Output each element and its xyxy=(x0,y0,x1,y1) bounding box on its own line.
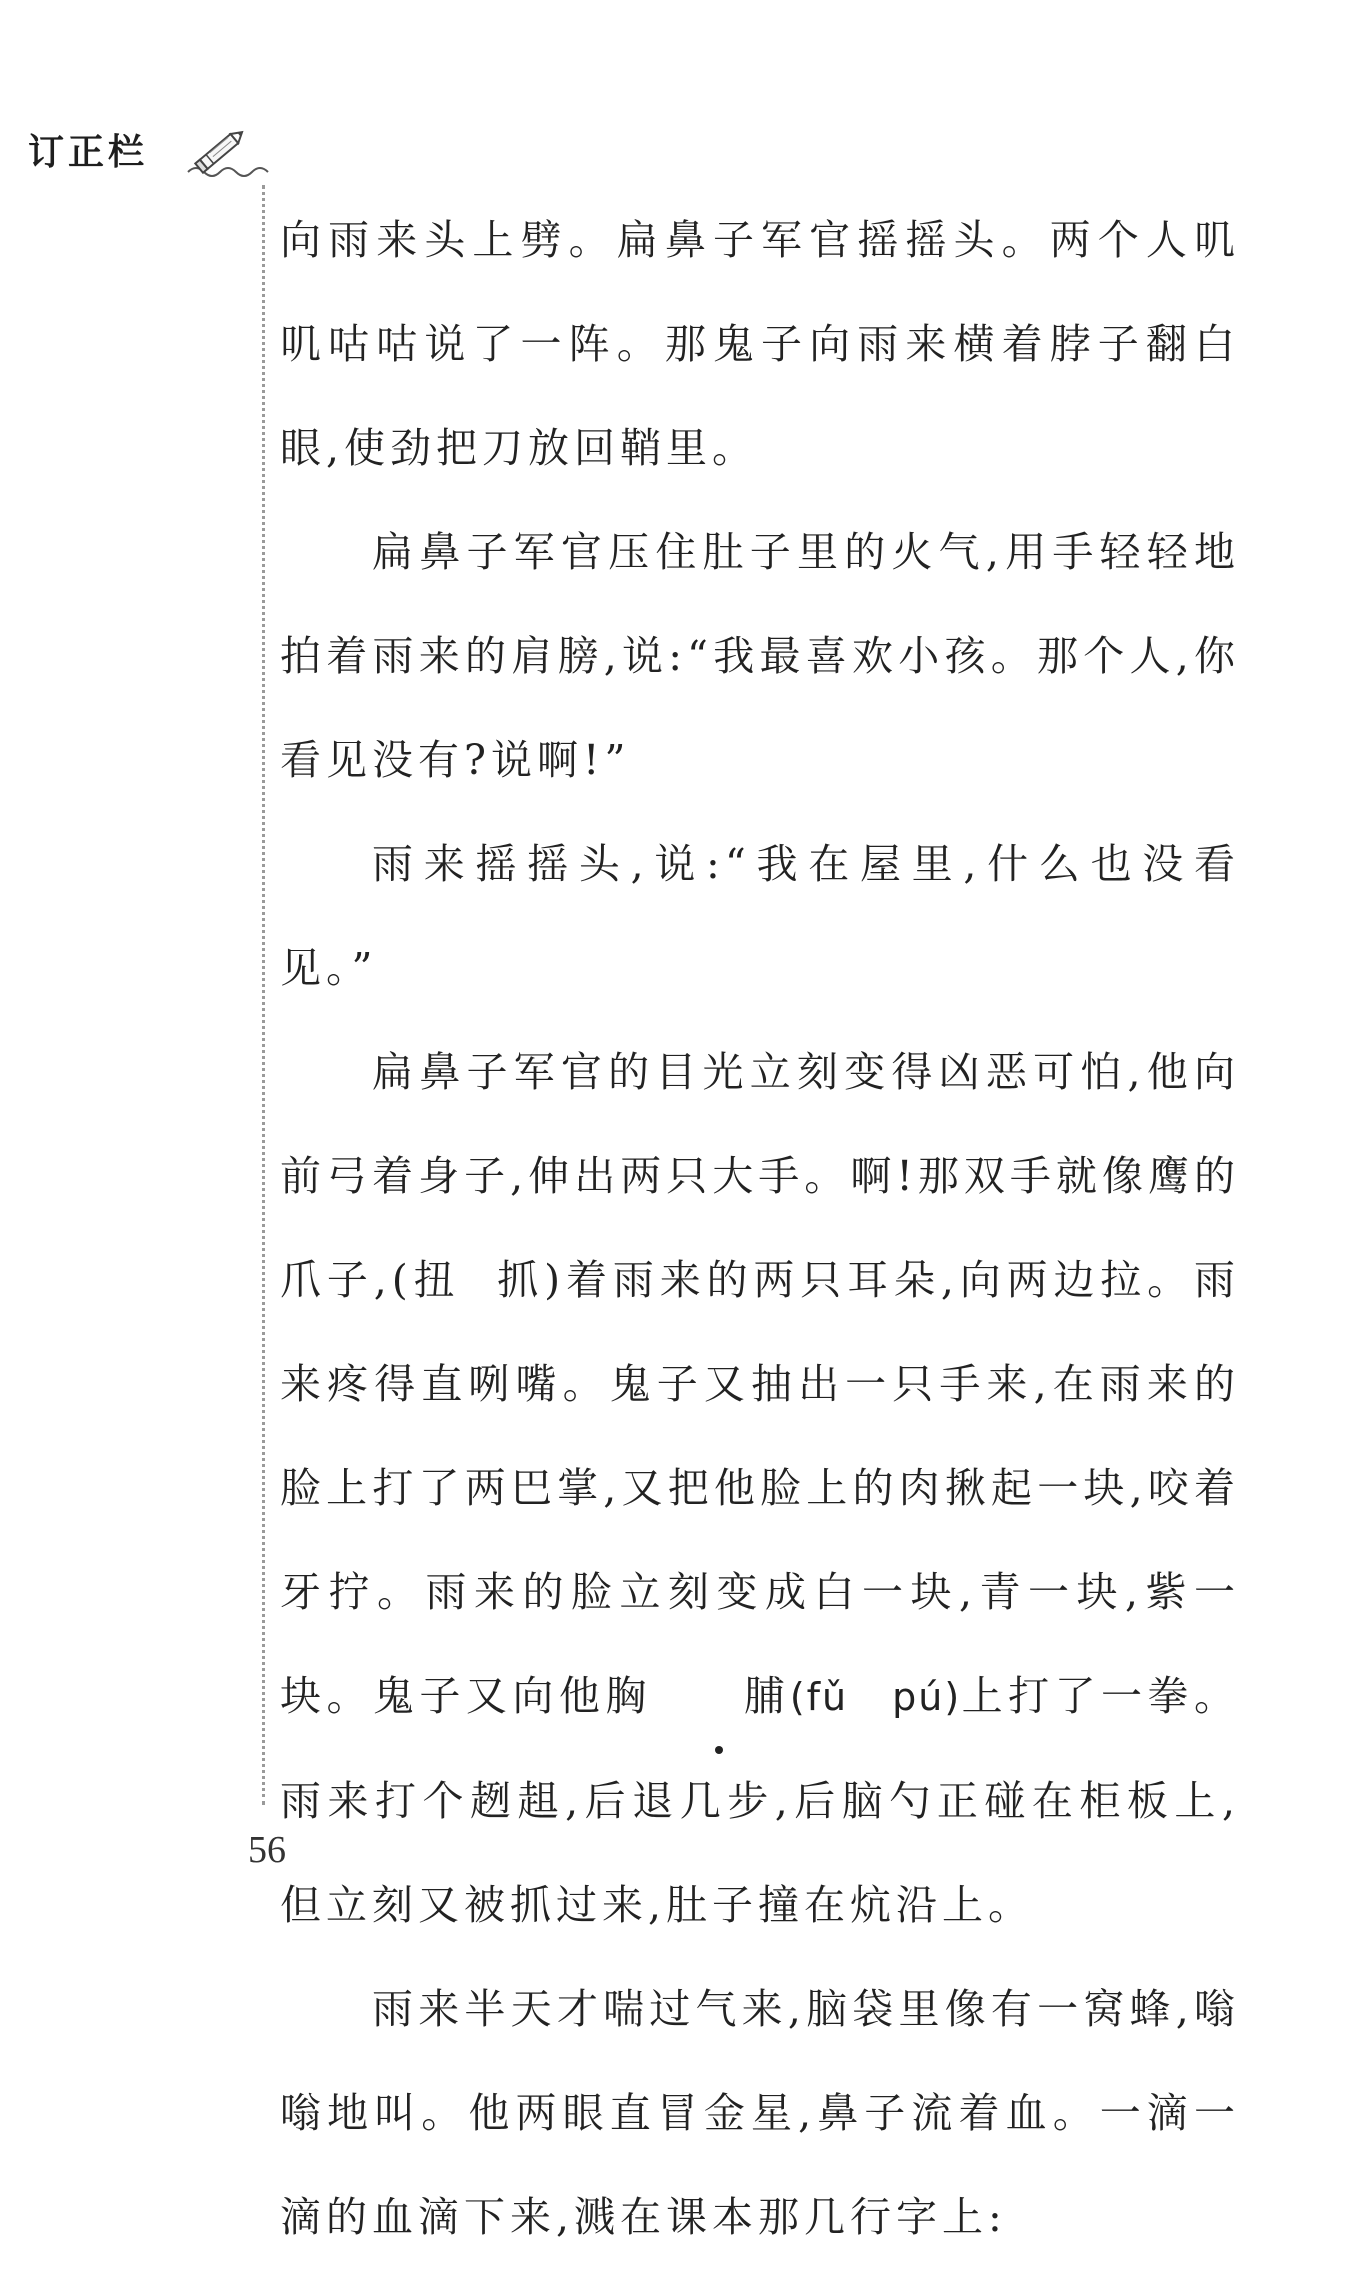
paragraph-4-part-1: 扁鼻子军官的目光立刻变得凶恶可怕,他向前弓着身子,伸出两只大手。啊!那双手就像鹰的爪子,(扭 xyxy=(280,1048,1240,1304)
paragraph-4 xyxy=(280,1020,1240,1957)
paragraph-4-part-2: 抓)着雨来的两只耳朵,向两边拉。雨来疼得直咧嘴。鬼子又抽出一只手来,在雨来的脸上打了两巴掌,又把他脸上的肉揪起一块,咬着牙拧。雨来的脸立刻变成白一块,青一块,紫一块。鬼子又向他胸 xyxy=(280,1256,1241,1720)
correction-column-header xyxy=(28,118,278,178)
paragraph-2: 扁鼻子军官压住肚子里的火气,用手轻轻地拍着雨来的肩膀,说:“我最喜欢小孩。那个人,你看见没有?说啊!” xyxy=(280,528,1240,784)
page-number: 56 xyxy=(248,1829,286,1871)
paragraph-3: 雨来摇摇头,说:“我在屋里,什么也没看见。” xyxy=(280,840,1240,992)
pinyin-option-2: pú) xyxy=(892,1675,962,1719)
paragraph-1: 向雨来头上劈。扁鼻子军官摇摇头。两个人叽叽咕咕说了一阵。那鬼子向雨来横着脖子翻白眼,使劲把刀放回鞘里。 xyxy=(280,216,1240,472)
story-text xyxy=(280,188,1240,2269)
correction-column-label: 订正栏 xyxy=(28,132,149,173)
pencil-icon xyxy=(186,118,276,178)
paragraph-5: 雨来半天才喘过气来,脑袋里像有一窝蜂,嗡嗡地叫。他两眼直冒金星,鼻子流着血。一滴一滴的血滴下来,溅在课本那几行字上: xyxy=(280,1985,1240,2241)
paragraph-4-part-3: 上打了一拳。雨来打个趔趄,后退几步,后脑勺正碰在柜板上,但立刻又被抓过来,肚子撞在炕沿上。 xyxy=(280,1672,1240,1929)
emphasized-character: 脯 xyxy=(652,1644,790,1748)
margin-divider xyxy=(262,185,265,1805)
pinyin-option-1: (fǔ xyxy=(789,1675,849,1719)
